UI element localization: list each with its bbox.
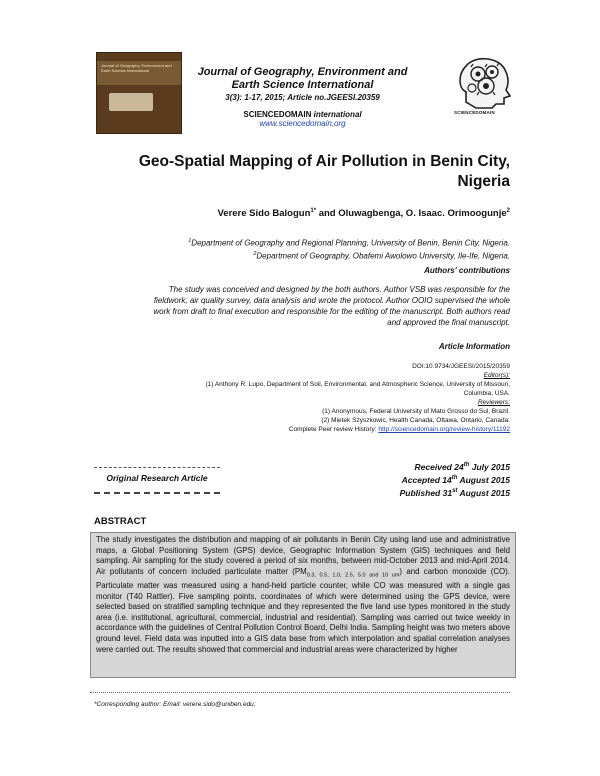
published-ordinal: st	[452, 487, 458, 494]
title-line1: Geo-Spatial Mapping of Air Pollution in Benin City,	[138, 153, 510, 170]
affiliations	[100, 236, 510, 261]
publisher	[190, 110, 415, 119]
cover-title-text: Journal of Geography, Environment and Earth Science International	[101, 63, 172, 73]
contributions-line: and approved the final manuscript.	[387, 318, 510, 327]
doi: DOI:10.9734/JGEESI/2015/20359	[412, 363, 510, 370]
accepted-month: August 2015	[457, 474, 510, 485]
contributions-heading: Authors' contributions	[424, 266, 510, 275]
cover-stone-graphic	[109, 93, 153, 111]
journal-name-line1: Journal of Geography, Environment and	[197, 66, 408, 78]
article-info	[120, 362, 510, 434]
publication-dates	[300, 460, 510, 498]
journal-name-line2: Earth Science International	[231, 79, 374, 91]
reviewers-label: Reviewers:	[477, 399, 510, 406]
published-label: Published 31	[399, 487, 453, 498]
accepted-ordinal: th	[451, 474, 458, 481]
paper-title	[110, 152, 510, 192]
title-line2: Nigeria	[457, 173, 510, 190]
author-joiner: and	[316, 208, 339, 220]
abstract-text-part1: The study investigates the distribution and mapping of air pollutants in Benin City using land use and administrative maps, a Global Positioning System (GPS) device, Geographic Information System (GIS) techniques and field sampling. Air sampling for the study covered a period of six months, between mid-October 2013 and mid-April 2014. Air pollutants of concern included particulate matter (PM	[96, 535, 510, 576]
reviewer-2: (2) Mietek Szyszkowic, Health Canada, Ottawa, Ontario, Canada.	[321, 417, 510, 424]
author-list	[100, 208, 510, 219]
abstract-box	[90, 532, 516, 678]
article-info-heading: Article Information	[438, 342, 510, 351]
publisher-suffix: international	[313, 110, 362, 119]
corresponding-author-footnote: *Corresponding author: Email: verere.sido@uniben.edu;	[94, 701, 256, 708]
affiliation-1	[100, 236, 510, 249]
author-2: Oluwagbenga, O. Isaac. Orimoogunje	[338, 208, 507, 220]
affiliation-2-text: Department of Geography, Obafemi Awolowo University, Ile-Ife, Nigeria.	[256, 251, 510, 261]
abstract-text-part2: ) and carbon monoxide (CO). Particulate matter was measured using a hand-held particle counter, while CO was measured with a single gas monitor (T40 Rattler). Five sampling points, coordinates of which were determined using the GPS device, were selected based on stratified sampling technique and they represented the five land use types monitored in the study area (i.e. institutional, agricultural, commercial, industrial and residential). Sampling was carried out twice weekly in accordance with the guidelines of Central Pollution Control Board, Delhi India. Sampling height was two meters above ground level. Field data was inputted into a GIS data base from which interpolation and spatial correlation analyses were carried out. The results showed that commercial and industrial areas were characterized by higher	[96, 566, 511, 654]
footnote-divider	[90, 692, 510, 693]
affiliation-2-marker: 2	[253, 250, 257, 257]
author-2-marker: 2	[506, 208, 510, 214]
published-month: August 2015	[457, 487, 510, 498]
editor-1: (1) Anthony R. Lupo, Department of Soil, Environmental, and Atmospheric Science, University of Missouri,	[205, 381, 510, 388]
sciencedomain-logo	[452, 52, 516, 118]
abstract-heading: ABSTRACT	[94, 516, 147, 527]
received-label: Received 24	[414, 461, 464, 472]
author-1: Verere Sido Balogun	[217, 208, 311, 220]
contributions-line: fieldwork, air quality survey, data analysis and wrote the protocol. Author OOIO supervised the whole	[153, 296, 510, 305]
review-history-label: Complete Peer review History:	[288, 426, 379, 433]
received-ordinal: th	[463, 462, 470, 468]
affiliation-1-marker: 1	[188, 238, 192, 244]
author-1-marker: 1*	[310, 208, 317, 214]
journal-header	[190, 66, 415, 128]
contributions-line: The study was conceived and designed by the both authors. Author VSB was responsible for the	[168, 285, 510, 294]
review-history	[120, 425, 510, 434]
published-date	[300, 486, 510, 499]
contributions-text	[94, 284, 510, 328]
reviewer-1: (1) Anonymous, Federal University of Mato Grosso do Sul, Brazil.	[322, 408, 510, 415]
article-type-box	[94, 467, 220, 494]
journal-issue: 3(3): 1-17, 2015; Article no.JGEESI.20359	[225, 93, 380, 102]
editors-label: Editor(s):	[483, 372, 510, 379]
review-history-link[interactable]: http://sciencedomain.org/review-history/11192	[378, 426, 510, 433]
head-gears-icon	[452, 52, 516, 110]
publisher-url[interactable]: www.sciencedomain.org	[259, 119, 346, 128]
journal-cover-image	[96, 52, 182, 134]
affiliation-2	[100, 249, 510, 262]
received-month: July 2015	[469, 461, 510, 472]
editor-1-location: Columbia, USA.	[463, 390, 510, 397]
pm-subscript: 0.3, 0.5, 1.0, 2.5, 5.0 and 10 um	[306, 572, 400, 579]
contributions-line: work from draft to final execution and responsible for the editing of the manuscript. Both authors read	[153, 307, 510, 316]
publisher-name: SCIENCEDOMAIN	[243, 110, 312, 119]
article-type: Original Research Article	[106, 473, 208, 483]
accepted-label: Accepted 14	[401, 474, 452, 485]
affiliation-1-text: Department of Geography and Regional Planning, University of Benin, Benin City, Nigeria.	[191, 238, 510, 248]
logo-label: SCIENCEDOMAIN	[454, 110, 495, 115]
accepted-date	[300, 473, 510, 486]
received-date	[300, 460, 510, 473]
